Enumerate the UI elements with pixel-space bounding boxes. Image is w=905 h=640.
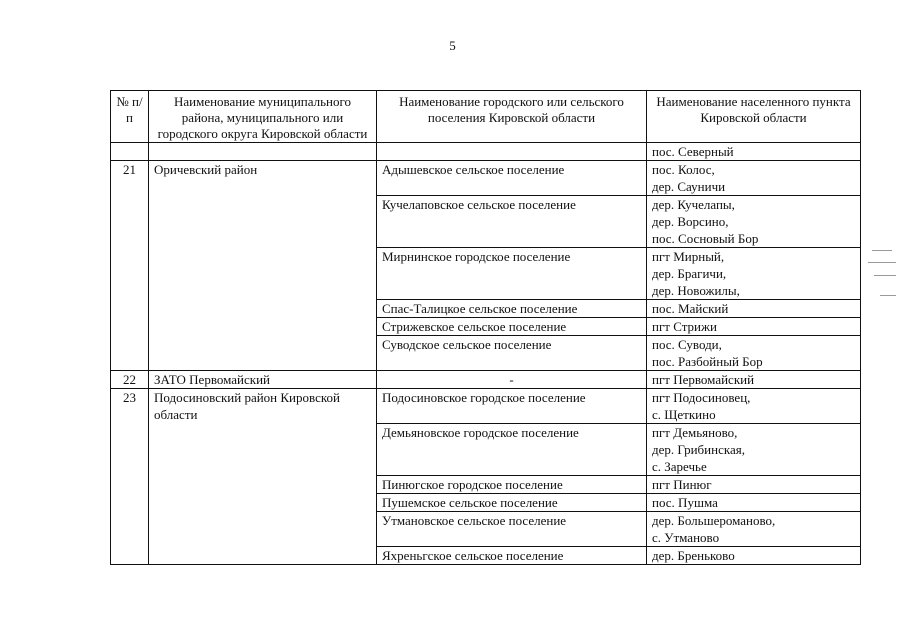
settlement-name: дер. Новожилы, (652, 283, 740, 298)
settlement-cell (647, 547, 861, 565)
settlement-name: пос. Пушма (652, 495, 718, 510)
settlement-name: дер. Большероманово, (652, 513, 776, 528)
settlement-name: пгт Мирный, (652, 249, 725, 264)
settlement-cell (647, 318, 861, 336)
poselenie-cell: Суводское сельское поселение (377, 336, 647, 371)
number-cell: 22 (111, 371, 149, 389)
settlement-name: с. Заречье (652, 459, 707, 474)
settlement-name: пгт Подосиновец, (652, 390, 751, 405)
settlement-name: пгт Демьяново, (652, 425, 738, 440)
settlement-cell (647, 336, 861, 371)
settlement-cell (647, 196, 861, 248)
settlement-name: пос. Суводи, (652, 337, 722, 352)
settlement-cell (647, 248, 861, 300)
settlement-name: пос. Сосновый Бор (652, 231, 759, 246)
poselenie-cell: Спас-Талицкое сельское поселение (377, 300, 647, 318)
table-row (111, 389, 861, 424)
settlement-name: дер. Грибинская, (652, 442, 745, 457)
settlement-cell (647, 161, 861, 196)
table-row (111, 371, 861, 389)
page-number: 5 (449, 38, 456, 53)
settlement-name: пос. Северный (652, 144, 734, 159)
poselenie-cell: Стрижевское сельское поселение (377, 318, 647, 336)
number-cell: 21 (111, 161, 149, 371)
poselenie-cell: Адышевское сельское поселение (377, 161, 647, 196)
settlement-cell (647, 476, 861, 494)
settlement-name: с. Щеткино (652, 407, 716, 422)
district-cell: Подосиновский район Кировской области (149, 389, 377, 565)
settlement-cell (647, 494, 861, 512)
header-poselenie: Наименование городского или сельского поселения Кировской области (377, 91, 647, 143)
poselenie-cell: Утмановское сельское поселение (377, 512, 647, 547)
header-district: Наименование муниципального района, муниципального или городского округа Кировской области (149, 91, 377, 143)
settlement-name: пос. Колос, (652, 162, 715, 177)
table-row (111, 143, 861, 161)
district-cell (149, 143, 377, 161)
scan-artifact (880, 295, 896, 296)
settlement-name: дер. Кучелапы, (652, 197, 735, 212)
scan-artifact (874, 275, 896, 276)
settlement-name: пгт Первомайский (652, 372, 755, 387)
header-row (111, 91, 861, 143)
settlement-cell (647, 512, 861, 547)
district-cell: Оричевский район (149, 161, 377, 371)
poselenie-cell: Яхреньгское сельское поселение (377, 547, 647, 565)
table-row (111, 161, 861, 196)
district-cell: ЗАТО Первомайский (149, 371, 377, 389)
poselenie-cell: - (377, 371, 647, 389)
poselenie-cell (377, 143, 647, 161)
settlement-cell (647, 143, 861, 161)
settlement-name: дер. Бреньково (652, 548, 735, 563)
settlement-name: пос. Разбойный Бор (652, 354, 763, 369)
poselenie-cell: Подосиновское городское поселение (377, 389, 647, 424)
poselenie-cell: Кучелаповское сельское поселение (377, 196, 647, 248)
settlement-name: пос. Майский (652, 301, 729, 316)
settlement-name: пгт Пинюг (652, 477, 712, 492)
settlement-name: дер. Ворсино, (652, 214, 729, 229)
scan-artifact (872, 250, 892, 251)
settlement-name: дер. Брагичи, (652, 266, 727, 281)
number-cell: 23 (111, 389, 149, 565)
poselenie-cell: Мирнинское городское поселение (377, 248, 647, 300)
settlement-name: дер. Сауничи (652, 179, 726, 194)
settlement-name: пгт Стрижи (652, 319, 717, 334)
header-number: № п/п (111, 91, 149, 143)
header-settlement: Наименование населенного пункта Кировской области (647, 91, 861, 143)
settlement-name: с. Утманово (652, 530, 720, 545)
settlements-table (110, 90, 861, 565)
number-cell (111, 143, 149, 161)
settlement-cell (647, 371, 861, 389)
settlement-cell (647, 389, 861, 424)
scan-artifact (868, 262, 896, 263)
settlement-cell (647, 300, 861, 318)
settlement-cell (647, 424, 861, 476)
poselenie-cell: Пинюгское городское поселение (377, 476, 647, 494)
poselenie-cell: Пушемское сельское поселение (377, 494, 647, 512)
poselenie-cell: Демьяновское городское поселение (377, 424, 647, 476)
